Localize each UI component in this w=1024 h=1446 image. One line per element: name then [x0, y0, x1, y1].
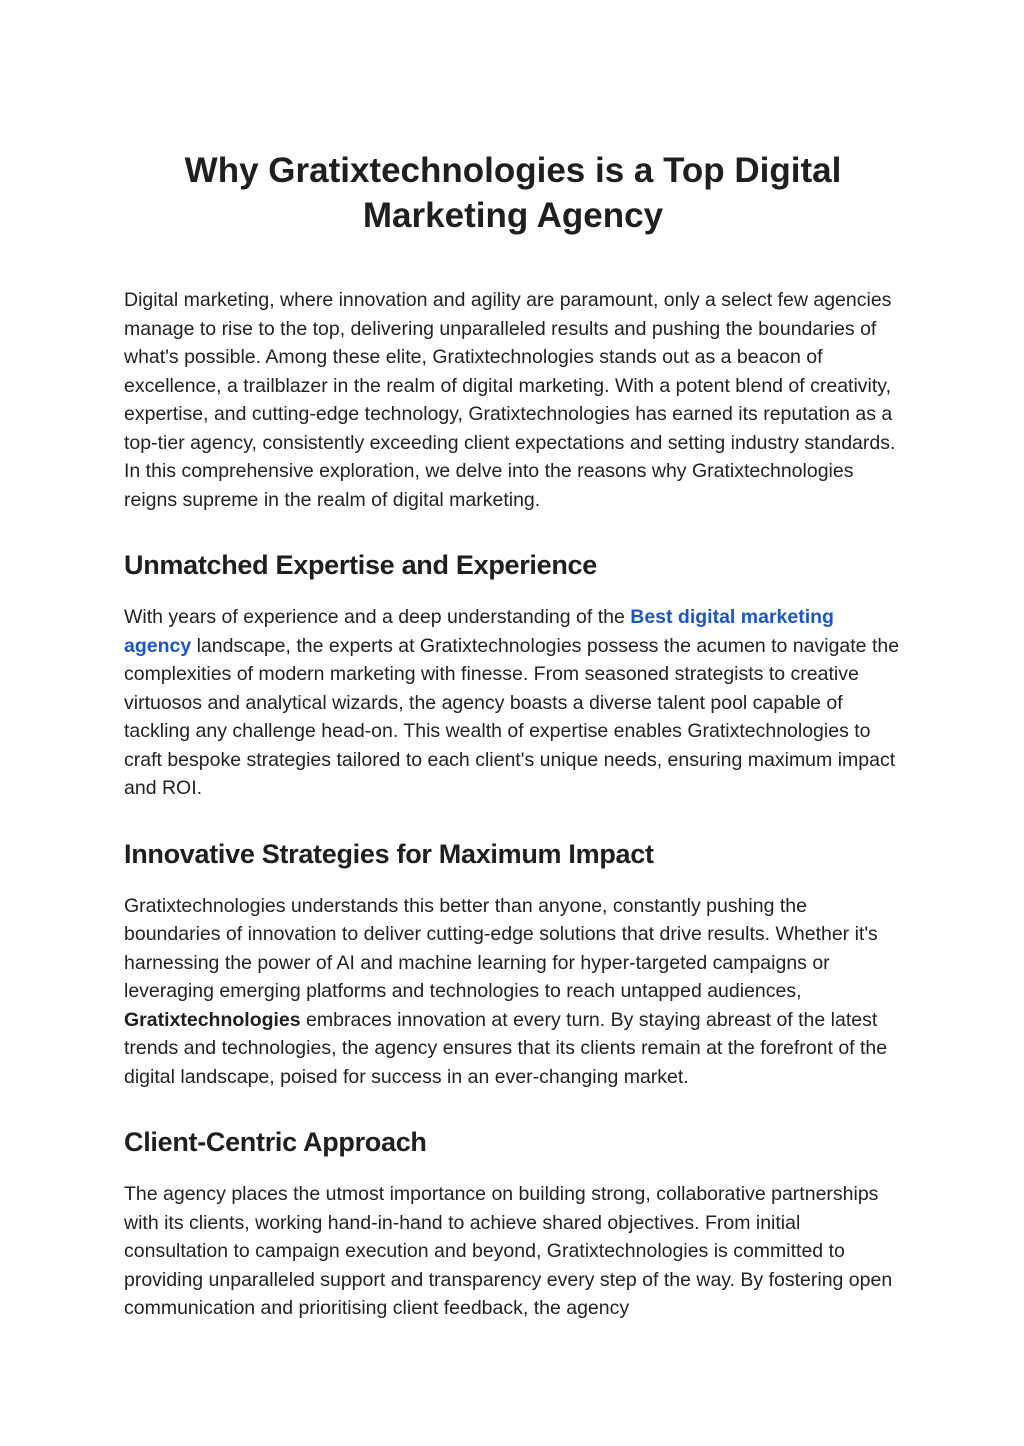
section-heading-expertise: Unmatched Expertise and Experience [124, 550, 597, 580]
section-heading-client-centric: Client-Centric Approach [124, 1127, 427, 1157]
paragraph-text: With years of experience and a deep understanding of the [124, 606, 631, 628]
paragraph-text: landscape, the experts at Gratixtechnologies possess the acumen to navigate the complexities of modern marketing with finesse. From seasoned strategists to creative virtuosos and analytical wizards, the agency boasts a diverse talent pool capable of tackling any challenge head-on. This wealth of expertise enables Gratixtechnologies to craft bespoke strategies tailored to each client's unique needs, ensuring maximum impact and ROI. [124, 634, 900, 799]
section-paragraph-innovation [124, 892, 902, 1092]
page-title [124, 148, 902, 238]
paragraph-text: embraces innovation at every turn. By staying abreast of the latest trends and technologies, the agency ensures that its clients remain at the forefront of the digital landscape, poised for success in an ever-changing market. [124, 1008, 888, 1088]
section-heading-innovation: Innovative Strategies for Maximum Impact [124, 838, 654, 869]
best-digital-marketing-agency-link[interactable]: Best digital marketing agency [124, 606, 834, 657]
intro-paragraph: Digital marketing, where innovation and agility are paramount, only a select few agencies manage to rise to the top, delivering unparalleled results and pushing the boundaries of what's possible. Among these elite, Gratixtechnologies stands out as a beacon of excellence, a trailblazer in the realm of digital marketing. With a potent blend of creativity, expertise, and cutting-edge technology, Gratixtechnologies has earned its reputation as a top-tier agency, consistently exceeding client expectations and setting industry standards. In this comprehensive exploration, we delve into the reasons why Gratixtechnologies reigns supreme in the realm of digital marketing. [124, 289, 896, 511]
document-page [124, 148, 902, 1323]
page-title-line-1: Why Gratixtechnologies is a Top Digital [184, 151, 842, 190]
paragraph-text: Gratixtechnologies understands this better than anyone, constantly pushing the boundaries of innovation to deliver cutting-edge solutions that drive results. Whether it's harnessing the power of AI and machine learning for hyper-targeted campaigns or leveraging emerging platforms and technologies to reach untapped audiences, [124, 894, 878, 1002]
page-title-line-2: Marketing Agency [362, 196, 664, 235]
section-paragraph-expertise [124, 603, 902, 803]
bold-company-name: Gratixtechnologies [124, 1008, 301, 1031]
section-paragraph-client-centric: The agency places the utmost importance on building strong, collaborative partnerships with its clients, working hand-in-hand to achieve shared objectives. From initial consultation to campaign execution and beyond, Gratixtechnologies is committed to providing unparalleled support and transparency every step of the way. By fostering open communication and prioritising client feedback, the agency [124, 1183, 893, 1319]
